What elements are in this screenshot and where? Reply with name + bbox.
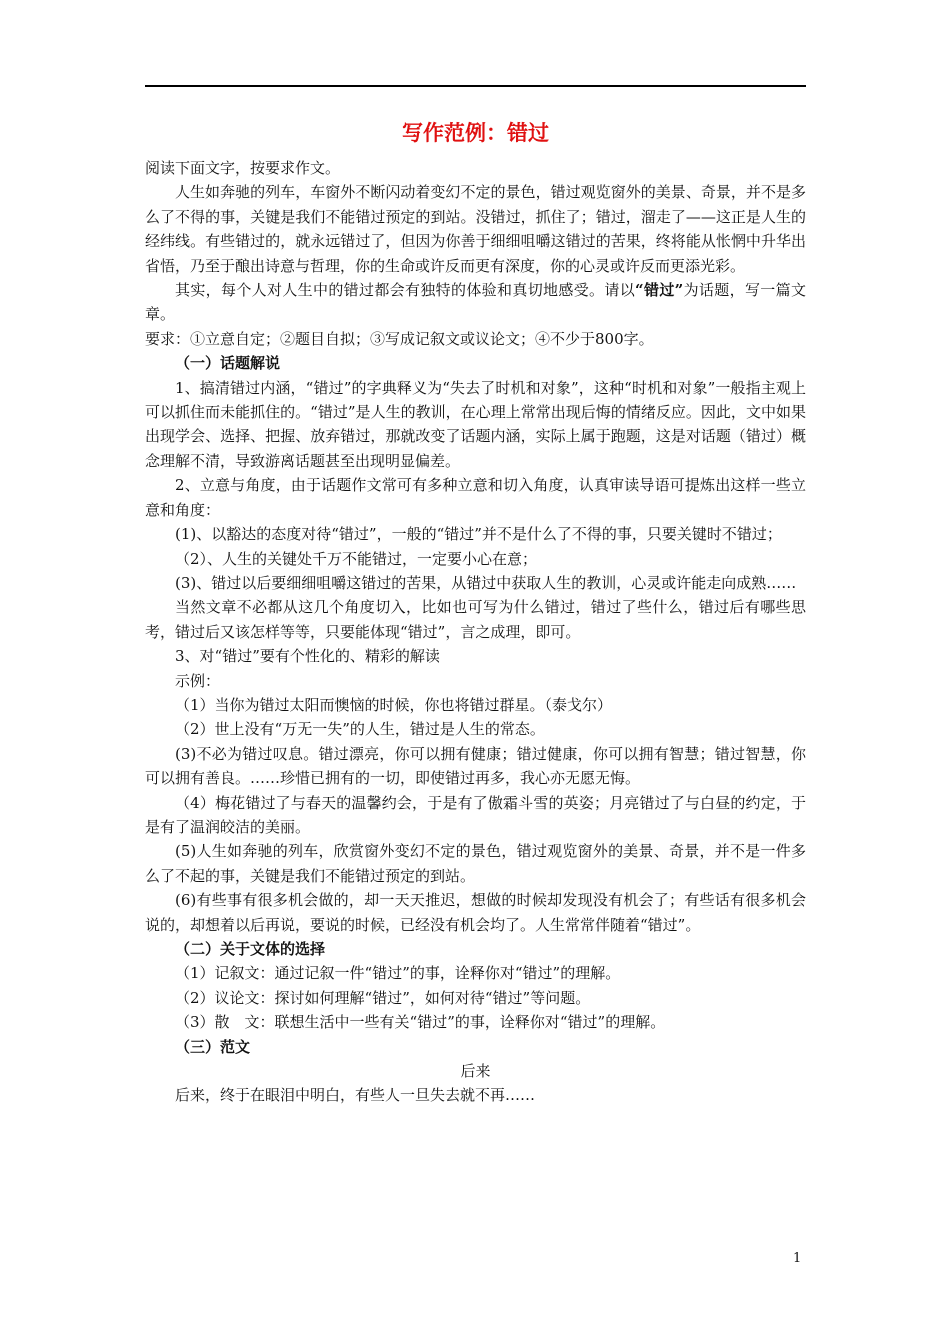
example-5: (5)人生如奔驰的列车，欣赏窗外变幻不定的景色，错过观览窗外的美景、奇景，并不是一件多么了不起的事，关键是我们不能错过预定的到站。 — [145, 842, 806, 885]
angle-3: (3)、错过以后要细细咀嚼这错过的苦果，从错过中获取人生的教训，心灵或许能走向成熟…… — [175, 573, 797, 592]
topic-point-2: 2、立意与角度，由于话题作文常可有多种立意和切入角度，认真审读导语可提炼出这样一些立意和角度： — [145, 476, 806, 519]
document-title: 写作范例：错过 — [402, 121, 549, 145]
example-3: (3)不必为错过叹息。错过漂亮，你可以拥有健康；错过健康，你可以拥有智慧；错过智慧，你可以拥有善良。……珍惜已拥有的一切，即使错过再多，我心亦无愿无悔。 — [145, 744, 806, 788]
section-heading-sample: （三）范文 — [175, 1037, 251, 1056]
prompt-text-a: 其实，每个人对人生中的错过都会有独特的体验和真切地感受。请以 — [175, 281, 636, 300]
genre-argumentative: （2）议论文：探讨如何理解“错过”，如何对待“错过”等问题。 — [175, 988, 591, 1007]
essay-title: 后来 — [460, 1062, 491, 1081]
example-2: （2）世上没有“万无一失”的人生，错过是人生的常态。 — [175, 720, 545, 739]
angle-1: (1)、以豁达的态度对待“错过”，一般的“错过”并不是什么了不得的事，只要关键时不错过； — [175, 525, 782, 544]
section-heading-genre: （二）关于文体的选择 — [175, 940, 326, 958]
example-label: 示例： — [175, 671, 221, 690]
angle-2: （2）、人生的关键处千万不能错过，一定要小心在意； — [175, 549, 538, 568]
topic-note: 当然文章不必都从这几个角度切入，比如也可写为什么错过，错过了些什么，错过后有哪些思考，错过后又该怎样等等，只要能体现“错过”，言之成理，即可。 — [145, 598, 806, 641]
section-heading-topic: （一）话题解说 — [175, 354, 281, 373]
topic-keyword: “错过” — [635, 281, 684, 300]
topic-point-3: 3、对“错过”要有个性化的、精彩的解读 — [175, 647, 440, 666]
prompt-text-b: 为话题，写一篇文章。 — [145, 281, 806, 324]
example-1: （1）当你为错过太阳而懊恼的时候，你也将错过群星。（泰戈尔） — [175, 695, 613, 714]
document-body — [145, 118, 806, 1108]
prompt-paragraph-1: 人生如奔驰的列车，车窗外不断闪动着变幻不定的景色，错过观览窗外的美景、奇景，并不是多么了不得的事，关键是我们不能错过预定的到站。没错过，抓住了；错过，溜走了——这正是人生的经纬线。有些错过的，就永远错过了，但因为你善于细细咀嚼这错过的苦果，终将能从怅惘中升华出省悟，乃至于酿出诗意与哲理，你的生命或许反而更有深度，你的心灵或许反而更添光彩。 — [145, 183, 806, 275]
topic-point-1: 1、搞清错过内涵，“错过”的字典释义为“失去了时机和对象”，这种“时机和对象”一般指主观上可以抓住而未能抓住的。“错过”是人生的教训，在心理上常常出现后悔的情绪反应。因此，文中如果出现学会、选择、把握、放弃错过，那就改变了话题内涵，实际上属于跑题，这是对话题（错过）概念理解不清，导致游离话题甚至出现明显偏差。 — [145, 378, 806, 470]
requirements-line: 要求：①立意自定；②题目自拟；③写成记叙文或议论文；④不少于800字。 — [145, 329, 654, 348]
intro-line: 阅读下面文字，按要求作文。 — [145, 159, 341, 177]
example-4: （4）梅花错过了与春天的温馨约会，于是有了傲霜斗雪的英姿；月亮错过了与白昼的约定，于是有了温润皎洁的美丽。 — [145, 793, 806, 836]
header-rule — [145, 85, 806, 87]
genre-prose: （3）散 文：联想生活中一些有关“错过”的事，诠释你对“错过”的理解。 — [175, 1013, 666, 1032]
prompt-paragraph-2 — [145, 278, 806, 327]
page-number: 1 — [793, 1251, 802, 1266]
example-6: (6)有些事有很多机会做的，却一天天推迟，想做的时候却发现没有机会了；有些话有很多机会说的，却想着以后再说，要说的时候，已经没有机会均了。人生常常伴随着“错过”。 — [145, 891, 806, 934]
essay-paragraph-1: 后来，终于在眼泪中明白，有些人一旦失去就不再…… — [175, 1086, 536, 1105]
genre-narrative: （1）记叙文：通过记叙一件“错过”的事，诠释你对“错过”的理解。 — [175, 964, 621, 983]
